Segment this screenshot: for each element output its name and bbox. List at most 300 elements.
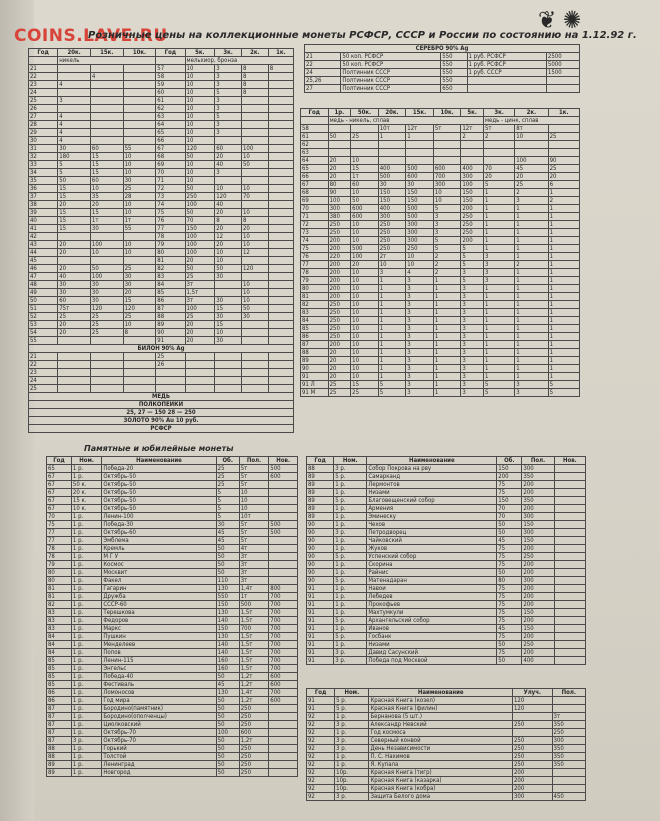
table-cell: [58, 353, 91, 361]
table-cell: 72: [156, 185, 185, 193]
table-cell: [215, 353, 242, 361]
table-cell: 37: [29, 193, 58, 201]
table-row: [307, 769, 586, 777]
table-cell: Давид Сасунский: [367, 649, 497, 657]
table-cell: 20: [185, 257, 215, 265]
table-cell: 3: [461, 293, 484, 301]
table-cell: 10: [123, 169, 156, 177]
table-cell: [90, 97, 123, 105]
table-cell: 10т: [378, 125, 406, 133]
table-cell: [268, 81, 293, 89]
table-cell: 65: [47, 465, 72, 473]
table-cell: 700: [433, 173, 461, 181]
table-cell: 25: [156, 353, 185, 361]
table-cell: 1: [433, 381, 461, 389]
table-row: [29, 257, 294, 265]
left-price-table: [28, 48, 294, 433]
table-row: [47, 585, 298, 593]
table-cell: [515, 149, 548, 157]
table-cell: [123, 257, 156, 265]
table-cell: Терешкова: [102, 609, 216, 617]
table-cell: 10: [215, 249, 242, 257]
table-cell: 1: [483, 245, 514, 253]
table-cell: [268, 145, 293, 153]
table-cell: 1: [548, 309, 579, 317]
table-cell: 150: [461, 197, 484, 205]
table-cell: 84: [156, 281, 185, 289]
table-cell: 22: [305, 61, 341, 69]
section-label: 25, 27 — 150 28 — 250: [29, 409, 294, 417]
table-cell: 25: [216, 465, 239, 473]
table-cell: 10т: [239, 513, 269, 521]
table-cell: 75: [497, 545, 522, 553]
table-cell: 550: [441, 61, 467, 69]
table-cell: 700: [269, 657, 298, 665]
table-cell: Менделеев: [102, 641, 216, 649]
table-cell: 25: [123, 185, 156, 193]
table-cell: 45: [29, 257, 58, 265]
table-row: [307, 641, 586, 649]
table-cell: 5 р.: [334, 577, 367, 585]
table-cell: 25: [29, 385, 58, 393]
table-row: [47, 745, 298, 753]
table-row: [29, 137, 294, 145]
table-cell: 1: [548, 221, 579, 229]
table-cell: 1: [433, 349, 461, 357]
table-cell: 50: [216, 769, 239, 777]
table-cell: 300: [522, 529, 554, 537]
table-cell: 3: [58, 97, 91, 105]
table-row: [29, 361, 294, 369]
table-row: [29, 193, 294, 201]
table-cell: 10: [351, 221, 379, 229]
table-cell: 51: [29, 305, 58, 313]
table-cell: 4: [58, 81, 91, 89]
table-cell: 2500: [546, 53, 579, 61]
table-cell: 1 р.: [71, 609, 101, 617]
table-cell: [90, 257, 123, 265]
table-cell: [90, 89, 123, 97]
table-cell: 1т: [351, 173, 379, 181]
table-cell: 30: [215, 273, 242, 281]
table-cell: 1: [515, 365, 548, 373]
header-row: [47, 457, 298, 465]
table-cell: [58, 369, 91, 377]
table-cell: 130: [216, 633, 239, 641]
table-cell: 10: [351, 325, 379, 333]
table-cell: 1: [548, 365, 579, 373]
table-cell: 30: [58, 145, 91, 153]
table-cell: 250: [461, 221, 484, 229]
table-cell: [242, 369, 269, 377]
table-row: [301, 221, 580, 229]
table-cell: 1 р.: [335, 729, 369, 737]
table-row: [47, 481, 298, 489]
table-cell: 75: [497, 649, 522, 657]
table-cell: 600: [269, 673, 298, 681]
table-cell: [269, 721, 298, 729]
table-cell: 3: [215, 97, 242, 105]
table-cell: 150: [497, 465, 522, 473]
table-cell: [512, 729, 552, 737]
table-cell: 3: [461, 309, 484, 317]
table-cell: 250: [522, 553, 554, 561]
table-cell: 75: [497, 585, 522, 593]
section-row: [29, 393, 294, 401]
table-cell: [552, 785, 585, 793]
table-cell: 1: [378, 301, 406, 309]
table-cell: 5: [548, 381, 579, 389]
table-cell: 42: [29, 233, 58, 241]
table-cell: 3: [406, 301, 434, 309]
regular-coins-table-left: [28, 48, 294, 433]
table-cell: [554, 473, 585, 481]
table-cell: Эминеску: [367, 513, 497, 521]
table-cell: 20: [328, 357, 351, 365]
table-cell: 50 коп. РСФСР: [341, 53, 441, 61]
table-cell: [351, 125, 379, 133]
table-cell: 1 р.: [335, 753, 369, 761]
table-row: [47, 609, 298, 617]
table-cell: [268, 185, 293, 193]
table-cell: 350: [522, 497, 554, 505]
table-cell: 3: [406, 309, 434, 317]
table-cell: 3: [406, 285, 434, 293]
table-cell: 41: [29, 225, 58, 233]
table-cell: 5: [58, 169, 91, 177]
table-cell: 10: [351, 365, 379, 373]
table-cell: Красная Книга (казарка): [369, 777, 513, 785]
table-cell: 120: [215, 193, 242, 201]
table-cell: 20: [483, 173, 514, 181]
table-cell: 3: [406, 349, 434, 357]
table-cell: [90, 233, 123, 241]
table-cell: 30: [215, 313, 242, 321]
table-cell: 25: [185, 273, 215, 281]
table-cell: 86: [47, 689, 72, 697]
table-cell: 12: [215, 233, 242, 241]
table-cell: 67: [47, 481, 72, 489]
table-cell: [269, 745, 298, 753]
column-header: 50к.: [351, 109, 379, 117]
table-cell: 3: [461, 285, 484, 293]
table-row: [29, 305, 294, 313]
table-cell: 75: [497, 489, 522, 497]
table-cell: 4: [58, 129, 91, 137]
table-cell: 500: [406, 205, 434, 213]
table-cell: [242, 113, 269, 121]
table-cell: 76: [301, 253, 329, 261]
table-cell: 10: [185, 89, 215, 97]
table-cell: 1 р.: [71, 657, 101, 665]
section-label: СЕРЕБРО 90% Ag: [305, 45, 580, 53]
table-cell: 250: [328, 221, 351, 229]
table-cell: 1: [483, 341, 514, 349]
table-cell: 3т: [239, 569, 269, 577]
table-cell: 25: [351, 389, 379, 397]
table-cell: [123, 337, 156, 345]
table-row: [307, 593, 586, 601]
table-cell: [467, 85, 546, 93]
table-cell: 1т: [90, 217, 123, 225]
table-cell: [433, 133, 461, 141]
table-cell: 91: [307, 609, 334, 617]
table-cell: 4: [58, 121, 91, 129]
table-row: [29, 249, 294, 257]
table-cell: 50: [185, 153, 215, 161]
table-cell: [351, 141, 379, 149]
table-cell: 5: [378, 381, 406, 389]
table-cell: 10: [123, 249, 156, 257]
table-cell: 1: [548, 253, 579, 261]
table-cell: П. С. Нахимов: [369, 753, 513, 761]
table-cell: 250: [378, 237, 406, 245]
table-row: [47, 657, 298, 665]
table-cell: 50: [90, 265, 123, 273]
table-row: [47, 489, 298, 497]
table-cell: 1 руб. РСФСР: [467, 53, 546, 61]
table-cell: 140: [216, 641, 239, 649]
table-cell: [548, 149, 579, 157]
table-cell: 15: [351, 165, 379, 173]
table-row: [307, 785, 586, 793]
table-cell: 1: [433, 277, 461, 285]
table-cell: 89: [156, 321, 185, 329]
table-cell: [269, 705, 298, 713]
table-cell: [269, 497, 298, 505]
table-cell: Полтинник СССР: [341, 77, 441, 85]
table-cell: 30: [215, 337, 242, 345]
table-cell: 1 р.: [71, 697, 101, 705]
table-cell: 30: [242, 313, 269, 321]
table-cell: 3 р.: [334, 649, 367, 657]
table-cell: 88: [307, 465, 334, 473]
column-header: Нов.: [554, 457, 585, 465]
table-cell: 10: [351, 237, 379, 245]
table-cell: 1: [483, 237, 514, 245]
table-cell: Ленин-115: [102, 657, 216, 665]
table-cell: 20: [215, 241, 242, 249]
table-cell: 1: [548, 357, 579, 365]
table-cell: 1 р.: [334, 481, 367, 489]
page-title: Розничные цены на коллекционные монеты РСФСР, СССР и России по состоянию на 1.12.92 г.: [88, 30, 637, 41]
table-cell: 28: [123, 193, 156, 201]
table-cell: [123, 361, 156, 369]
table-cell: 300: [522, 465, 554, 473]
table-cell: 100: [185, 201, 215, 209]
table-cell: 5 р.: [335, 705, 369, 713]
table-cell: 66: [301, 173, 329, 181]
table-cell: Жуков: [367, 545, 497, 553]
table-cell: [215, 361, 242, 369]
table-row: [307, 585, 586, 593]
table-cell: 91: [307, 625, 334, 633]
table-cell: 1 р.: [334, 585, 367, 593]
table-cell: никель: [58, 57, 156, 65]
table-cell: 10: [185, 161, 215, 169]
table-cell: [242, 121, 269, 129]
table-cell: 20: [58, 241, 91, 249]
table-cell: 10: [123, 153, 156, 161]
table-cell: 1: [548, 213, 579, 221]
table-cell: 600: [351, 205, 379, 213]
table-row: [301, 325, 580, 333]
table-row: [307, 505, 586, 513]
table-cell: [406, 149, 434, 157]
table-cell: [268, 241, 293, 249]
table-cell: 50: [328, 133, 351, 141]
table-cell: 1: [483, 373, 514, 381]
table-cell: 250: [512, 761, 552, 769]
table-cell: 30: [58, 281, 91, 289]
table-cell: 500: [269, 465, 298, 473]
table-row: [301, 269, 580, 277]
table-row: [47, 617, 298, 625]
table-cell: [242, 329, 269, 337]
table-cell: 400: [522, 657, 554, 665]
table-cell: 1,5т: [239, 633, 269, 641]
table-cell: [554, 505, 585, 513]
table-cell: 60: [351, 181, 379, 189]
table-cell: 10: [351, 293, 379, 301]
table-cell: 10: [242, 153, 269, 161]
column-header: Ном.: [334, 457, 367, 465]
table-cell: 1: [433, 309, 461, 317]
table-cell: 53: [29, 321, 58, 329]
column-header: 20к.: [58, 49, 91, 57]
table-cell: 69: [156, 161, 185, 169]
table-cell: 90: [307, 569, 334, 577]
table-cell: 66: [156, 137, 185, 145]
table-cell: 45: [497, 537, 522, 545]
table-cell: 1 р.: [71, 617, 101, 625]
table-cell: 49: [29, 289, 58, 297]
table-cell: 44: [29, 249, 58, 257]
table-cell: 67: [301, 181, 329, 189]
table-row: [47, 697, 298, 705]
table-cell: 10: [351, 277, 379, 285]
table-cell: 1: [548, 261, 579, 269]
table-cell: 57: [156, 65, 185, 73]
table-cell: 25: [90, 329, 123, 337]
table-cell: 10: [351, 341, 379, 349]
table-cell: 150: [378, 197, 406, 205]
table-cell: 15: [90, 153, 123, 161]
column-header: 20к.: [378, 109, 406, 117]
table-cell: [269, 481, 298, 489]
table-cell: 3: [406, 333, 434, 341]
table-cell: 73: [301, 229, 329, 237]
table-cell: 87: [47, 737, 72, 745]
table-cell: [269, 729, 298, 737]
table-cell: 65: [156, 129, 185, 137]
table-cell: 10: [351, 189, 379, 197]
table-cell: 70: [242, 193, 269, 201]
table-cell: [268, 353, 293, 361]
table-cell: 77: [156, 225, 185, 233]
table-cell: 88: [301, 349, 329, 357]
table-cell: 3: [461, 325, 484, 333]
table-cell: 90: [307, 529, 334, 537]
table-row: [301, 349, 580, 357]
table-cell: 25,26: [305, 77, 341, 85]
table-cell: 80: [156, 249, 185, 257]
table-cell: 1 р.: [71, 769, 101, 777]
table-cell: 50: [216, 545, 239, 553]
table-cell: Ленин-100: [102, 513, 216, 521]
table-cell: 25: [548, 165, 579, 173]
table-cell: 1 р.: [71, 561, 101, 569]
table-cell: [268, 249, 293, 257]
column-header: Ном.: [71, 457, 101, 465]
table-cell: 8: [268, 65, 293, 73]
table-cell: 200: [522, 569, 554, 577]
table-cell: 91: [307, 617, 334, 625]
table-cell: 1: [515, 237, 548, 245]
table-row: [307, 737, 586, 745]
table-cell: 70: [497, 513, 522, 521]
table-cell: 1: [378, 341, 406, 349]
table-cell: 3: [215, 169, 242, 177]
table-cell: 10: [185, 73, 215, 81]
table-row: [29, 385, 294, 393]
table-cell: 10: [406, 261, 434, 269]
table-cell: 500: [406, 165, 434, 173]
table-cell: 20: [328, 365, 351, 373]
table-cell: 10: [123, 209, 156, 217]
table-cell: 50: [216, 753, 239, 761]
table-cell: медь - цинк, сплав: [483, 117, 579, 125]
table-row: [29, 185, 294, 193]
column-header: Наименование: [367, 457, 497, 465]
table-cell: [58, 361, 91, 369]
section-row: [29, 401, 294, 409]
table-row: [29, 161, 294, 169]
table-cell: [328, 141, 351, 149]
table-cell: 20: [123, 289, 156, 297]
table-cell: [268, 105, 293, 113]
table-cell: 89: [301, 357, 329, 365]
table-cell: 250: [406, 245, 434, 253]
table-cell: 8: [215, 217, 242, 225]
table-cell: Победа-40: [102, 673, 216, 681]
table-cell: [156, 377, 185, 385]
table-cell: [90, 369, 123, 377]
table-cell: 64: [301, 157, 329, 165]
table-cell: 3: [378, 269, 406, 277]
table-cell: 380: [328, 213, 351, 221]
table-cell: 92: [307, 753, 335, 761]
section-label: БИЛОН 90% Ag: [29, 345, 294, 353]
table-cell: 1 р.: [334, 513, 367, 521]
table-cell: Махтумкули: [367, 609, 497, 617]
table-row: [29, 209, 294, 217]
table-cell: 89: [47, 761, 72, 769]
table-cell: 70: [47, 513, 72, 521]
table-cell: [215, 289, 242, 297]
table-cell: 1: [433, 389, 461, 397]
table-cell: 31: [29, 145, 58, 153]
column-header: Год: [301, 109, 329, 117]
table-cell: 3: [406, 341, 434, 349]
table-cell: [268, 201, 293, 209]
table-row: [47, 561, 298, 569]
table-cell: 600: [351, 213, 379, 221]
table-cell: 3: [406, 381, 434, 389]
table-cell: 30: [29, 137, 58, 145]
table-cell: 5: [215, 89, 242, 97]
table-cell: Прокофьев: [367, 601, 497, 609]
